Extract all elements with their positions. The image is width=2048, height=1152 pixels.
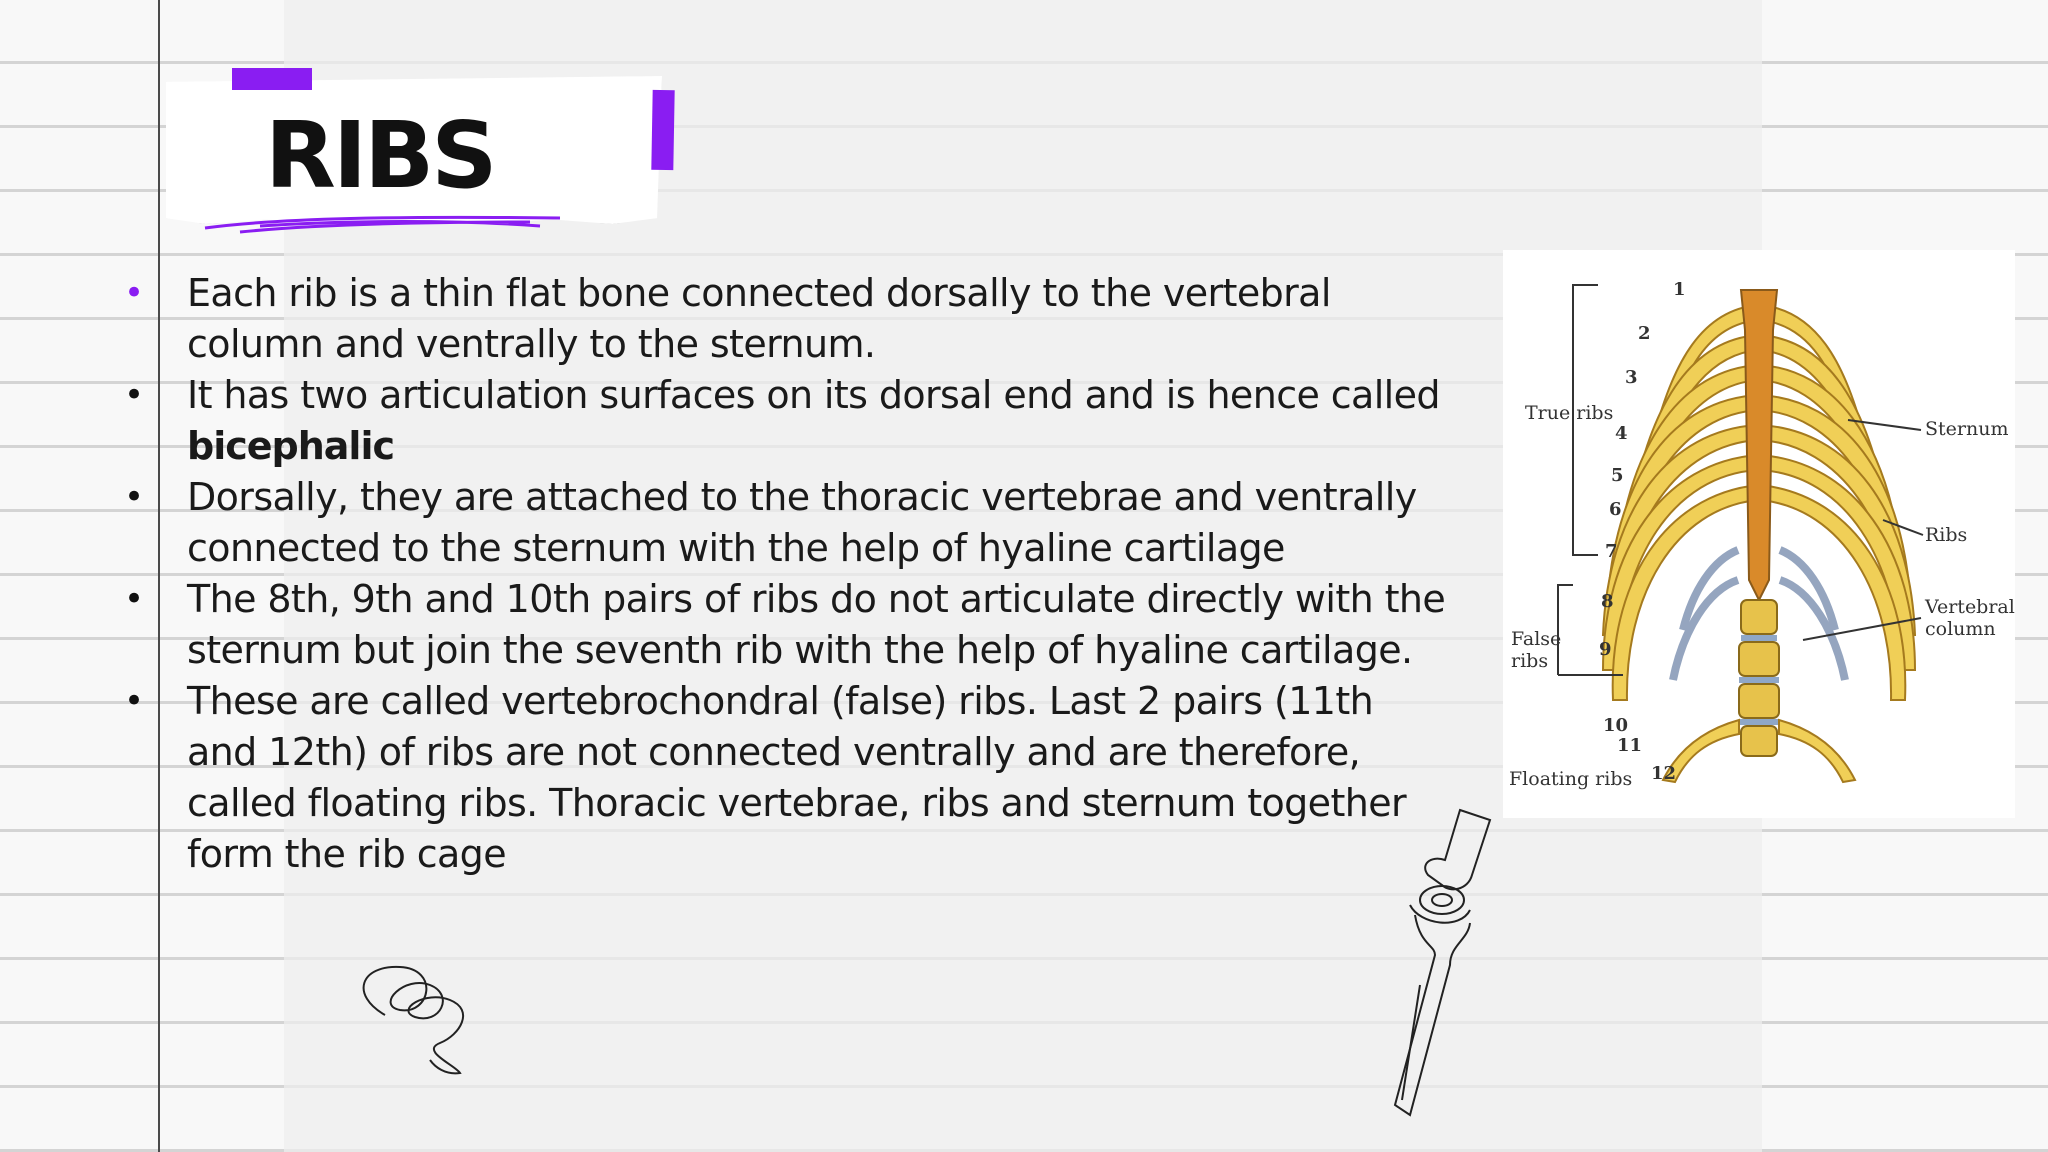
rib-number: 12: [1651, 763, 1677, 784]
rib-number: 9: [1599, 639, 1612, 660]
rib-number: 1: [1673, 279, 1686, 300]
label-vertebral-column: Vertebral column: [1925, 596, 2015, 640]
bullet-item: [112, 574, 1452, 676]
bullet-text: It has two articulation surfaces on its dorsal end and is hence called: [187, 373, 1440, 417]
label-sternum: Sternum: [1925, 418, 2009, 440]
rib-cage-figure: [1503, 250, 2015, 818]
bullet-item: [112, 676, 1452, 880]
sternum-shape: [1741, 290, 1777, 600]
page-title: RIBS: [265, 102, 495, 209]
title-underline-scribble: [200, 208, 580, 238]
knee-bone-doodle: [1350, 805, 1500, 1125]
bullet-text: Dorsally, they are attached to the thoracic vertebrae and ventrally connected to the sternum with the help of hyaline cartilage: [187, 475, 1417, 570]
purple-tape-side: [651, 90, 674, 170]
rib-number: 10: [1603, 715, 1629, 736]
rib-number: 8: [1601, 591, 1614, 612]
purple-tape-top: [232, 68, 312, 90]
label-floating-ribs: Floating ribs: [1509, 768, 1633, 790]
bullet-text: The 8th, 9th and 10th pairs of ribs do not articulate directly with the sternum but join the seventh rib with the help of hyaline cartilage.: [187, 577, 1446, 672]
bullet-list: [112, 268, 1452, 880]
rib-number: 5: [1611, 465, 1624, 486]
bullet-item: [112, 370, 1452, 472]
label-true-ribs: True ribs: [1525, 402, 1614, 424]
bullet-text: Each rib is a thin flat bone connected dorsally to the vertebral column and ventrally to the sternum.: [187, 271, 1331, 366]
rib-number: 7: [1605, 541, 1618, 562]
label-false-ribs: False ribs: [1511, 628, 1562, 672]
label-ribs: Ribs: [1925, 524, 1968, 546]
bullet-dot: •: [124, 273, 144, 313]
rib-number: 11: [1617, 735, 1643, 756]
bullet-text: These are called vertebrochondral (false) ribs. Last 2 pairs (11th and 12th) of ribs are not connected ventrally and are therefore, called floating ribs. Thoracic vertebrae, ribs and sternum together form the rib cage: [187, 679, 1407, 876]
rib-number: 2: [1638, 323, 1651, 344]
rib-number: 3: [1625, 367, 1638, 388]
bullet-item: [112, 472, 1452, 574]
bullet-dot: •: [124, 579, 144, 619]
bullet-dot: •: [124, 375, 144, 415]
rib-number: 6: [1609, 499, 1622, 520]
bold-term: bicephalic: [187, 424, 394, 468]
bullet-item: [112, 268, 1452, 370]
squiggle-doodle: [345, 955, 480, 1080]
bullet-dot: •: [124, 681, 144, 721]
bullet-dot: •: [124, 477, 144, 517]
rib-number: 4: [1615, 423, 1628, 444]
